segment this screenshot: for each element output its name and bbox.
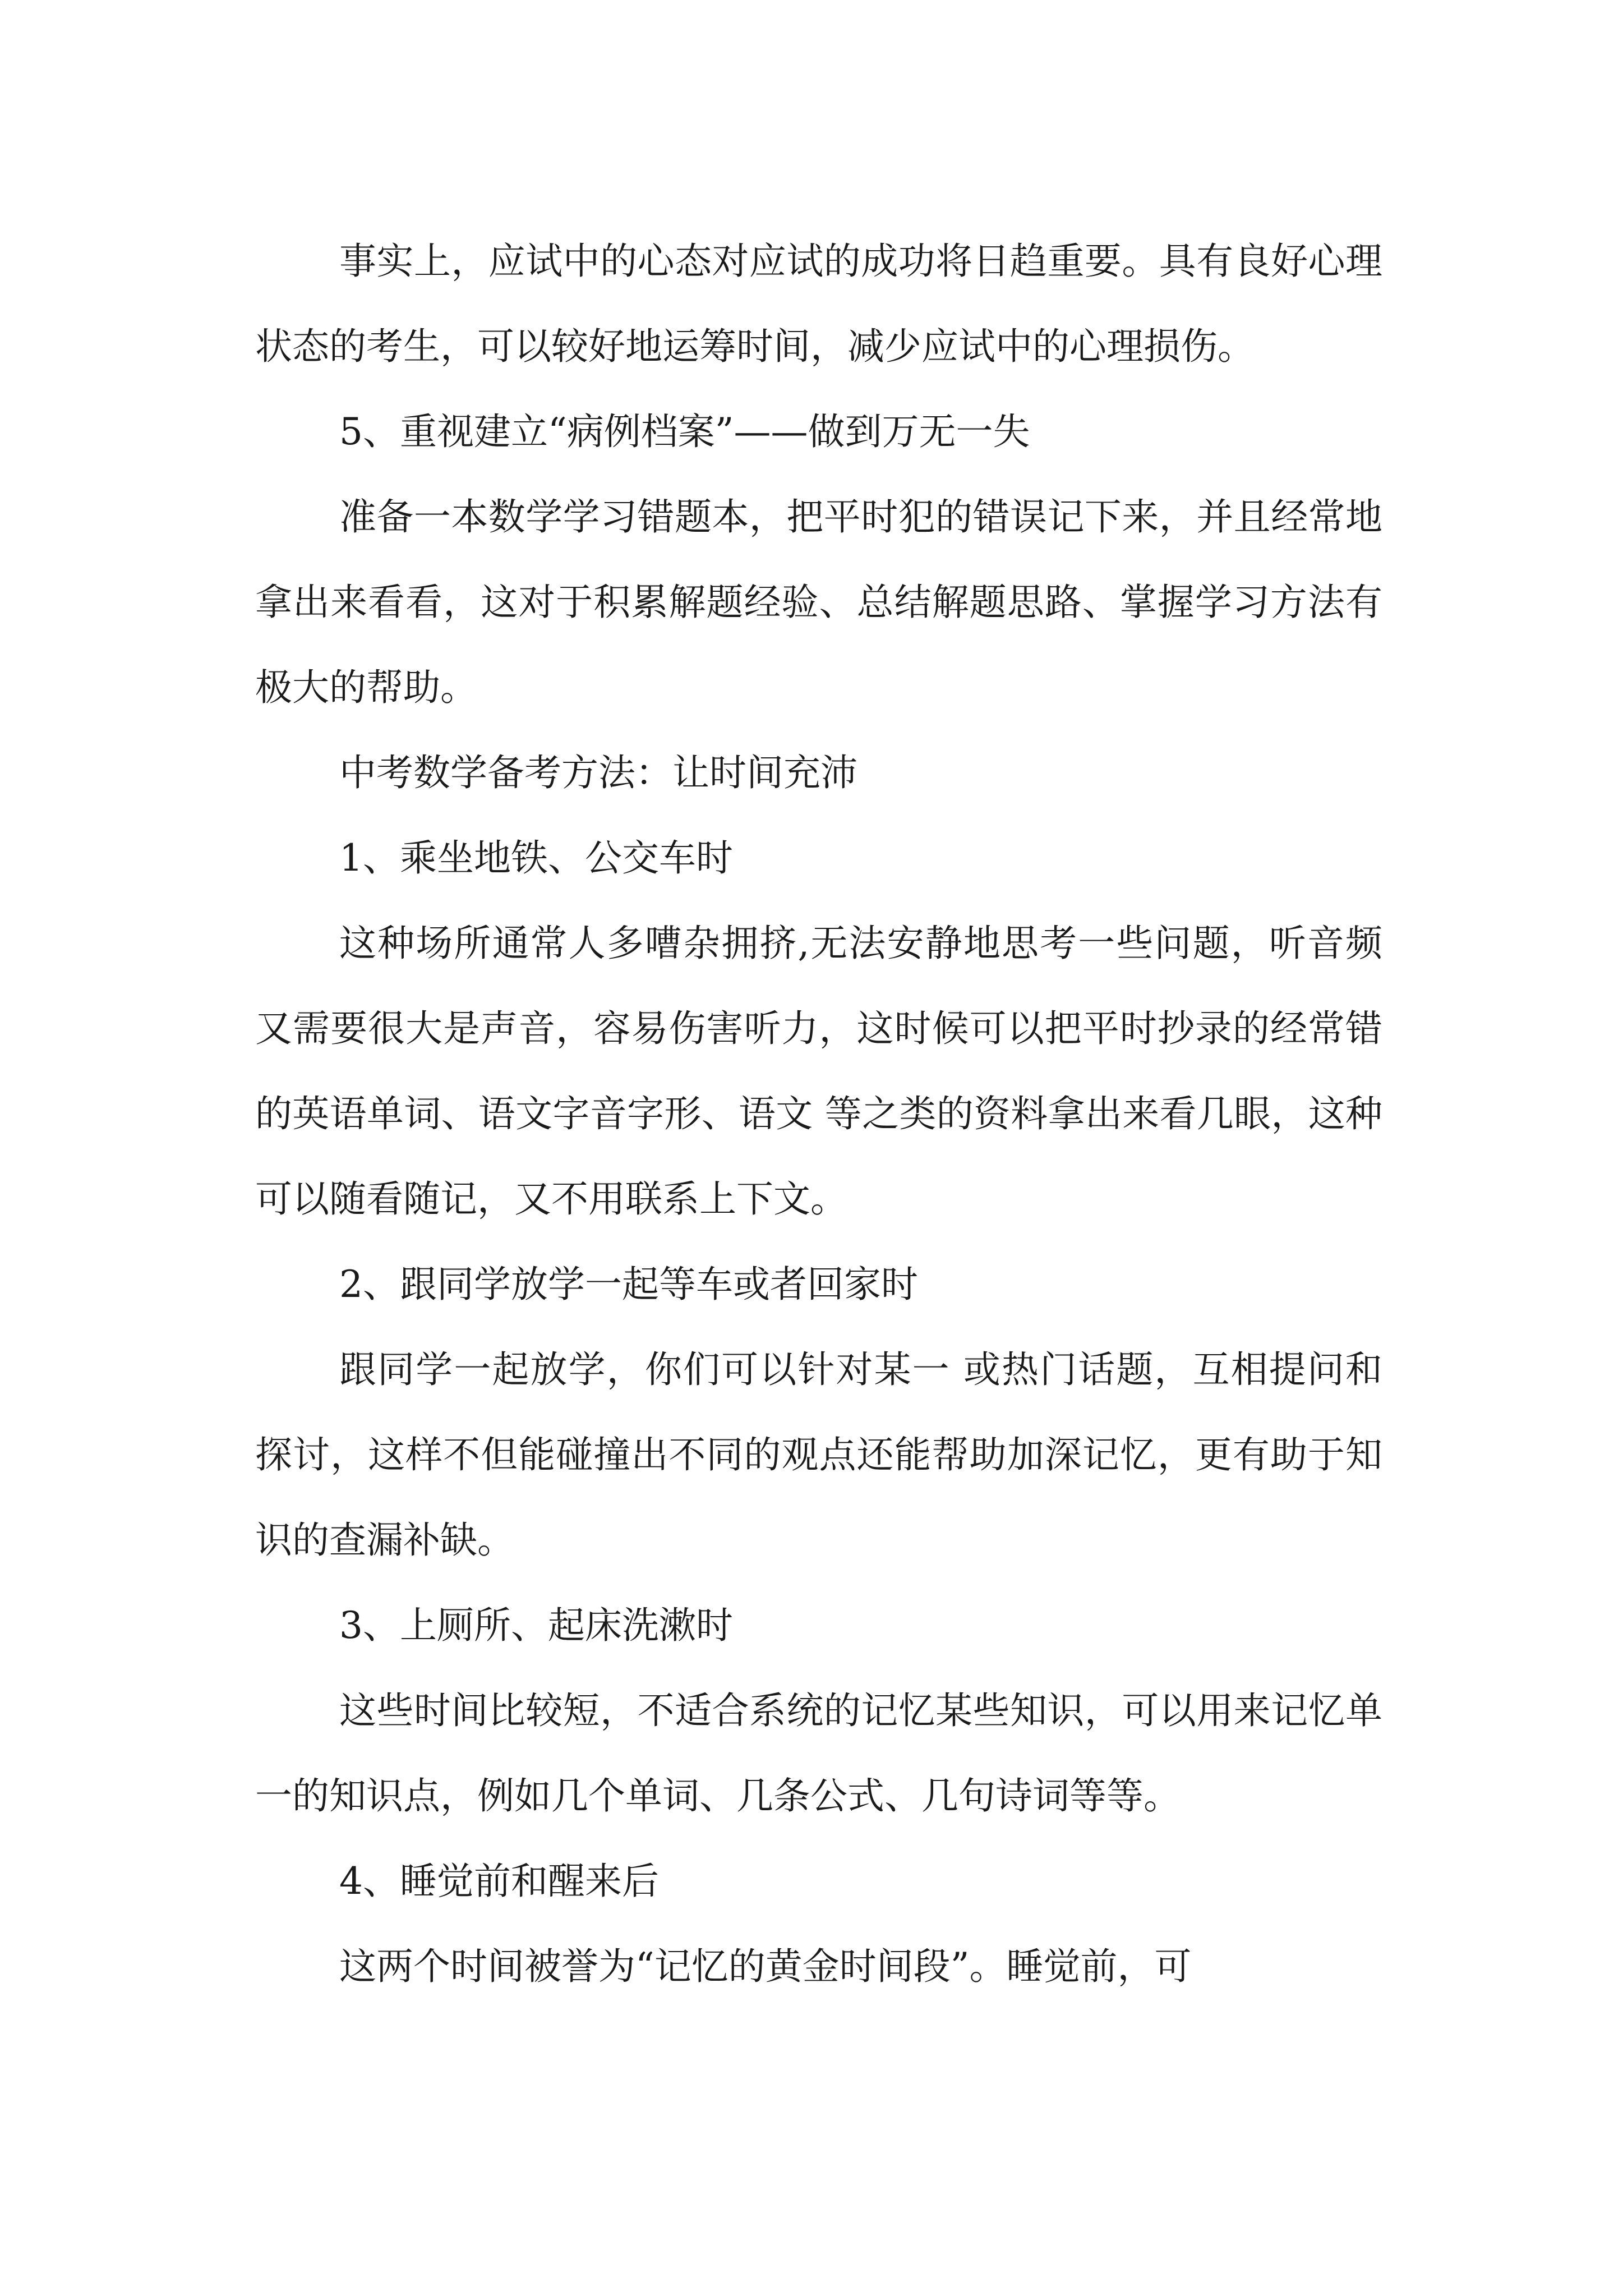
heading-washroom-morning: 3、上厕所、起床洗漱时	[339, 1604, 733, 1647]
paragraph-error-notebook: 准备一本数学学习错题本，把平时犯的错误记下来，并且经常地拿出来看看，这对于积累解题经验、总结解题思路、掌握学习方法有极大的帮助。	[255, 495, 1382, 709]
heading-before-after-sleep: 4、睡觉前和醒来后	[339, 1860, 659, 1903]
paragraph-mindset: 事实上，应试中的心态对应试的成功将日趋重要。具有良好心理状态的考生，可以较好地运筹时间，减少应试中的心理损伤。	[255, 240, 1382, 368]
heading-waiting-classmates: 2、跟同学放学一起等车或者回家时	[339, 1263, 918, 1306]
document-body	[255, 219, 1382, 2009]
heading-error-archive: 5、重视建立“病例档案”——做到万无一失	[339, 410, 1030, 453]
heading-subway-bus: 1、乘坐地铁、公交车时	[339, 836, 733, 880]
section-title-time: 中考数学备考方法：让时间充沛	[339, 751, 857, 794]
paragraph-waiting-classmates: 跟同学一起放学，你们可以针对某一 或热门话题，互相提问和探讨，这样不但能碰撞出不同的观点还能帮助加深记忆，更有助于知识的查漏补缺。	[255, 1348, 1382, 1562]
paragraph-washroom-morning: 这些时间比较短，不适合系统的记忆某些知识，可以用来记忆单一的知识点，例如几个单词、几条公式、几句诗词等等。	[255, 1689, 1382, 1818]
paragraph-subway-bus: 这种场所通常人多嘈杂拥挤,无法安静地思考一些问题，听音频又需要很大是声音，容易伤害听力，这时候可以把平时抄录的经常错的英语单词、语文字音字形、语文 等之类的资料拿出来看几眼，这种可以随看随记，又不用联系上下文。	[255, 922, 1382, 1221]
paragraph-before-after-sleep: 这两个时间被誉为“记忆的黄金时间段”。睡觉前，可	[339, 1945, 1192, 1988]
